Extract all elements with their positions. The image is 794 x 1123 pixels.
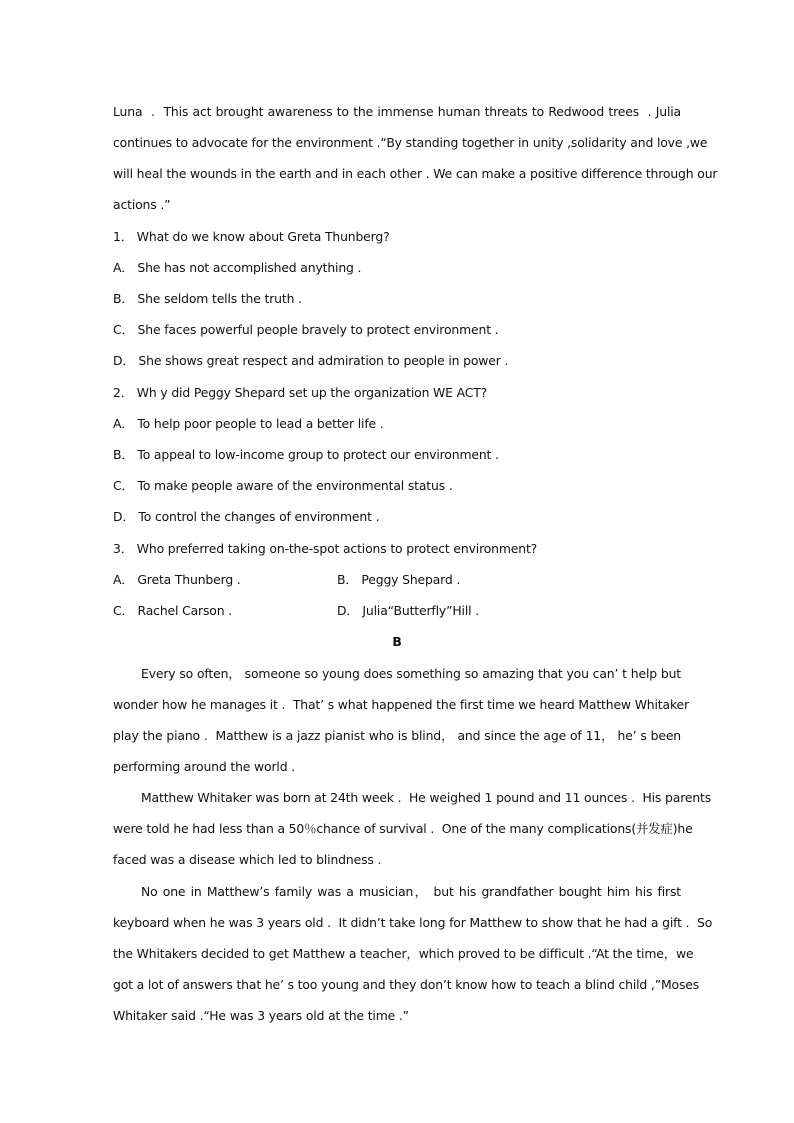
section-b-para-3-line: No one in Matthew’s family was a musician， but his grandfather bought him his first: [141, 884, 681, 899]
question-2-stem: 2． Wh y did Peggy Shepard set up the organization WE ACT?: [113, 385, 488, 400]
section-b-para-1-line: wonder how he manages it . That’ s what happened the first time we heard Matthew Whitaker: [113, 697, 689, 712]
question-2-option-a: A． To help poor people to lead a better life .: [113, 416, 384, 431]
section-b-para-2-line: were told he had less than a 50％chance of survival . One of the many complications(并发症)he: [113, 821, 693, 836]
question-2-option-b: B． To appeal to low-income group to protect our environment .: [113, 447, 499, 462]
passage-a-line: continues to advocate for the environment .“By standing together in unity ,solidarity and love ,we: [113, 135, 708, 150]
question-1-option-c: C． She faces powerful people bravely to protect environment .: [113, 322, 499, 337]
section-b-heading: B: [392, 634, 402, 649]
passage-a-line: will heal the wounds in the earth and in each other . We can make a positive difference through our: [113, 166, 718, 181]
question-3-option-b: B． Peggy Shepard .: [337, 572, 461, 587]
question-3-option-a: A． Greta Thunberg .: [113, 572, 241, 587]
question-1-option-b: B． She seldom tells the truth .: [113, 291, 302, 306]
section-b-para-1-line: Every so often， someone so young does something so amazing that you can’ t help but: [141, 666, 681, 681]
section-b-para-1-line: play the piano . Matthew is a jazz pianist who is blind， and since the age of 11， he’ s been: [113, 728, 681, 743]
question-3-option-d: D． Julia“Butterfly”Hill .: [337, 603, 480, 618]
section-b-para-3-line: Whitaker said .“He was 3 years old at the time .”: [113, 1008, 409, 1023]
question-3-option-c: C． Rachel Carson .: [113, 603, 232, 618]
section-b-para-1-line: performing around the world .: [113, 759, 295, 774]
question-3-stem: 3． Who preferred taking on-the-spot actions to protect environment?: [113, 541, 538, 556]
passage-a-line: actions .”: [113, 197, 171, 212]
question-1-option-a: A． She has not accomplished anything .: [113, 260, 362, 275]
question-2-option-d: D． To control the changes of environment .: [113, 509, 380, 524]
question-2-option-c: C． To make people aware of the environmental status .: [113, 478, 453, 493]
section-b-para-2-line: Matthew Whitaker was born at 24th week . He weighed 1 pound and 11 ounces . His parents: [141, 790, 712, 805]
section-b-para-3-line: the Whitakers decided to get Matthew a teacher，which proved to be difficult .“At the time，we: [113, 946, 694, 961]
section-b-para-3-line: got a lot of answers that he’ s too young and they don’t know how to teach a blind child ,”Moses: [113, 977, 700, 992]
question-1-option-d: D． She shows great respect and admiration to people in power .: [113, 353, 509, 368]
question-1-stem: 1． What do we know about Greta Thunberg?: [113, 229, 390, 244]
passage-a-line: Luna . This act brought awareness to the immense human threats to Redwood trees . Julia: [113, 104, 681, 119]
section-b-para-2-line: faced was a disease which led to blindness .: [113, 852, 382, 867]
section-b-para-3-line: keyboard when he was 3 years old . It didn’t take long for Matthew to show that he had a gift . So: [113, 915, 713, 930]
